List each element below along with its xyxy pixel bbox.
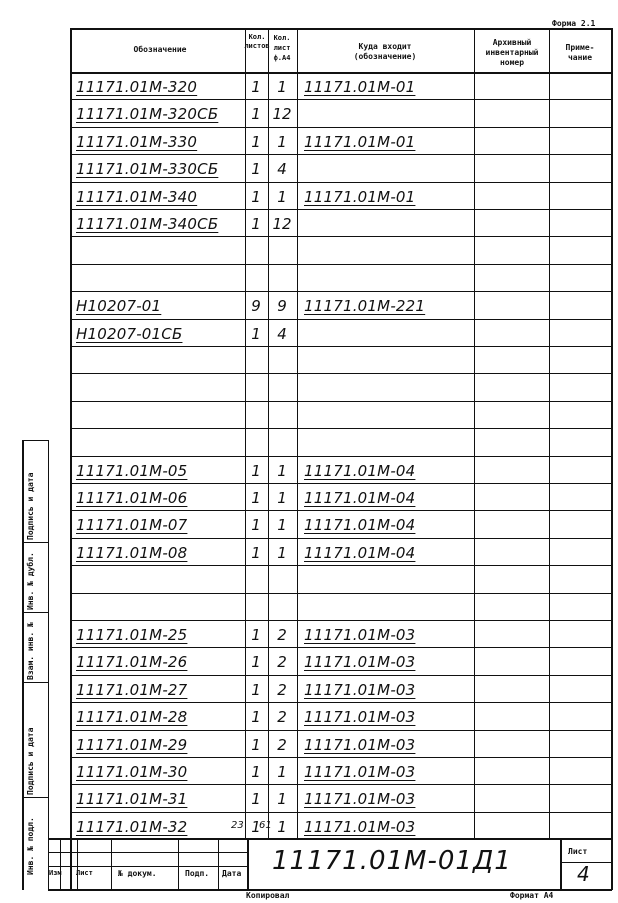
row-line <box>70 483 612 484</box>
header-sheets: Кол. листов <box>244 33 270 50</box>
row-a4: 1 <box>277 817 287 836</box>
row-designation: 11171.01M-07 <box>76 516 188 535</box>
frame-right <box>611 28 613 890</box>
row-designation: 11171.01M-31 <box>76 790 188 809</box>
row-line <box>70 510 612 511</box>
row-designation: 11171.01M-27 <box>76 680 188 699</box>
side-label-orig-inv: Инв. № подл. <box>26 817 35 875</box>
col-sep-archive <box>474 28 475 838</box>
row-sheets: 1 <box>251 708 261 727</box>
row-designation: 11171.01M-340 <box>76 187 198 206</box>
row-designation: 11171.01M-330СБ <box>76 160 219 179</box>
tb-sheet: Лист <box>76 869 93 877</box>
row-a4: 1 <box>277 543 287 562</box>
row-line <box>70 812 612 813</box>
row-sheets: 1 <box>251 626 261 644</box>
row-line <box>70 127 612 128</box>
row-line <box>70 319 612 320</box>
row-sheets: 9 <box>251 297 261 316</box>
row-where-used: 11171.01M-01 <box>304 78 416 96</box>
row-line <box>70 784 612 785</box>
frame-top <box>70 28 612 30</box>
row-sheets: 1 <box>251 790 261 809</box>
row-where-used: 11171.01M-03 <box>304 680 416 699</box>
row-a4: 1 <box>277 461 287 480</box>
col-sep-a4 <box>268 28 269 838</box>
row-line <box>70 456 612 457</box>
row-designation: 11171.01M-06 <box>76 489 188 507</box>
row-a4: 4 <box>277 160 287 179</box>
row-where-used: 11171.01M-03 <box>304 735 416 754</box>
row-line <box>70 182 612 183</box>
row-a4: 2 <box>277 653 287 672</box>
title-block-top <box>48 838 612 840</box>
frame-left <box>70 28 72 890</box>
tb-change: Изм <box>49 869 62 877</box>
row-where-used: 11171.01M-04 <box>304 516 416 535</box>
row-sheets: 1 <box>251 187 261 206</box>
row-a4: 1 <box>277 78 287 96</box>
row-line <box>70 373 612 374</box>
header-archive: Архивный инвентарный номер <box>485 38 539 67</box>
row-line <box>70 99 612 100</box>
row-line <box>70 757 612 758</box>
row-designation: 11171.01M-08 <box>76 543 188 562</box>
row-line <box>70 647 612 648</box>
row-sheets: 1 <box>251 653 261 672</box>
row-where-used: 11171.01M-04 <box>304 489 416 507</box>
row-line <box>70 346 612 347</box>
row-sheets: 1 <box>251 680 261 699</box>
row-a4: 9 <box>277 297 287 316</box>
row-sheets: 1 <box>251 516 261 535</box>
footer-format: Формат А4 <box>510 891 554 900</box>
row-line <box>70 401 612 402</box>
row-where-used: 11171.01M-01 <box>304 187 416 206</box>
row-where-used: 11171.01M-03 <box>304 708 416 727</box>
row-designation: 11171.01M-25 <box>76 626 188 644</box>
row-designation: 11171.01M-29 <box>76 735 188 754</box>
row-designation: 11171.01M-330 <box>76 132 198 151</box>
side-label-replace-inv: Взам. инв. № <box>26 622 35 680</box>
row-line <box>70 675 612 676</box>
footer-copied: Копировал <box>246 891 290 900</box>
row-designation: 11171.01M-320 <box>76 78 198 96</box>
header-notes: Приме- чание <box>565 43 595 62</box>
header-designation: Обозначение <box>133 45 187 54</box>
row-designation: 11171.01M-26 <box>76 653 188 672</box>
row-sheets: 1 <box>251 215 261 233</box>
row-designation: 11171.01M-320СБ <box>76 105 219 124</box>
row-line <box>70 154 612 155</box>
row-line <box>70 209 612 210</box>
row-designation: 11171.01M-28 <box>76 708 188 727</box>
row-sheets: 1 <box>251 132 261 151</box>
row-a4: 1 <box>277 132 287 151</box>
row-a4: 1 <box>277 187 287 206</box>
row-where-used: 11171.01M-03 <box>304 817 416 836</box>
row-line <box>70 593 612 594</box>
row-line <box>70 565 612 566</box>
row-sheets: 1 <box>251 763 261 781</box>
row-where-used: 11171.01M-03 <box>304 763 416 781</box>
row-a4: 12 <box>272 215 292 233</box>
row-line <box>70 538 612 539</box>
row-sheets: 1 <box>251 78 261 96</box>
tb-sheet-number: 4 <box>577 862 590 886</box>
row-sheets: 1 <box>251 735 261 754</box>
row-a4: 12 <box>272 105 292 124</box>
row-where-used: 11171.01M-03 <box>304 790 416 809</box>
row-where-used: 11171.01M-03 <box>304 626 416 644</box>
side-label-sign-date: Подпись и дата <box>26 472 35 540</box>
row-designation: 11171.01M-340СБ <box>76 215 219 233</box>
row-sheets: 1 <box>251 489 261 507</box>
total-sheets: 23 <box>231 820 244 831</box>
row-a4: 1 <box>277 516 287 535</box>
col-sep-where <box>297 28 298 838</box>
margin-strip-left <box>22 440 24 890</box>
row-sheets: 1 <box>251 160 261 179</box>
row-designation: H10207-01СБ <box>76 324 183 343</box>
col-sep-notes <box>549 28 550 838</box>
document-code: 11171.01M-01Д1 <box>272 846 512 876</box>
total-a4: 61 <box>259 820 272 831</box>
row-line <box>70 264 612 265</box>
side-label-sign-date-2: Подпись и дата <box>26 727 35 795</box>
row-designation: 11171.01M-30 <box>76 763 188 781</box>
row-where-used: 11171.01M-221 <box>304 297 426 316</box>
header-a4: Кол. лист ф.А4 <box>273 34 291 62</box>
row-designation: H10207-01 <box>76 297 162 316</box>
row-a4: 2 <box>277 680 287 699</box>
side-label-dup-inv: Инв. № дубл. <box>26 552 35 610</box>
row-line <box>70 730 612 731</box>
tb-doc-no: № докум. <box>118 869 157 878</box>
row-line <box>70 702 612 703</box>
row-line <box>70 428 612 429</box>
row-a4: 1 <box>277 489 287 507</box>
row-a4: 1 <box>277 763 287 781</box>
row-sheets: 1 <box>251 543 261 562</box>
tb-date: Дата <box>222 869 242 878</box>
row-where-used: 11171.01M-04 <box>304 461 416 480</box>
row-a4: 2 <box>277 708 287 727</box>
tb-signature: Подп. <box>185 869 210 878</box>
row-where-used: 11171.01M-04 <box>304 543 416 562</box>
row-sheets: 1 <box>251 461 261 480</box>
form-label: Форма 2.1 <box>552 19 596 28</box>
row-sheets: 1 <box>251 817 261 836</box>
row-a4: 2 <box>277 735 287 754</box>
row-designation: 11171.01M-32 <box>76 817 188 836</box>
row-where-used: 11171.01M-03 <box>304 653 416 672</box>
header-where-used: Куда входит (обозначение) <box>353 42 417 61</box>
header-bottom <box>70 72 612 74</box>
tb-sheet-label: Лист <box>568 847 588 856</box>
row-line <box>70 291 612 292</box>
row-where-used: 11171.01M-01 <box>304 132 416 151</box>
row-sheets: 1 <box>251 324 261 343</box>
row-a4: 1 <box>277 790 287 809</box>
row-designation: 11171.01M-05 <box>76 461 188 480</box>
row-sheets: 1 <box>251 105 261 124</box>
margin-strip-right <box>48 440 49 890</box>
row-line <box>70 620 612 621</box>
row-line <box>70 236 612 237</box>
row-a4: 4 <box>277 324 287 343</box>
row-a4: 2 <box>277 626 287 644</box>
